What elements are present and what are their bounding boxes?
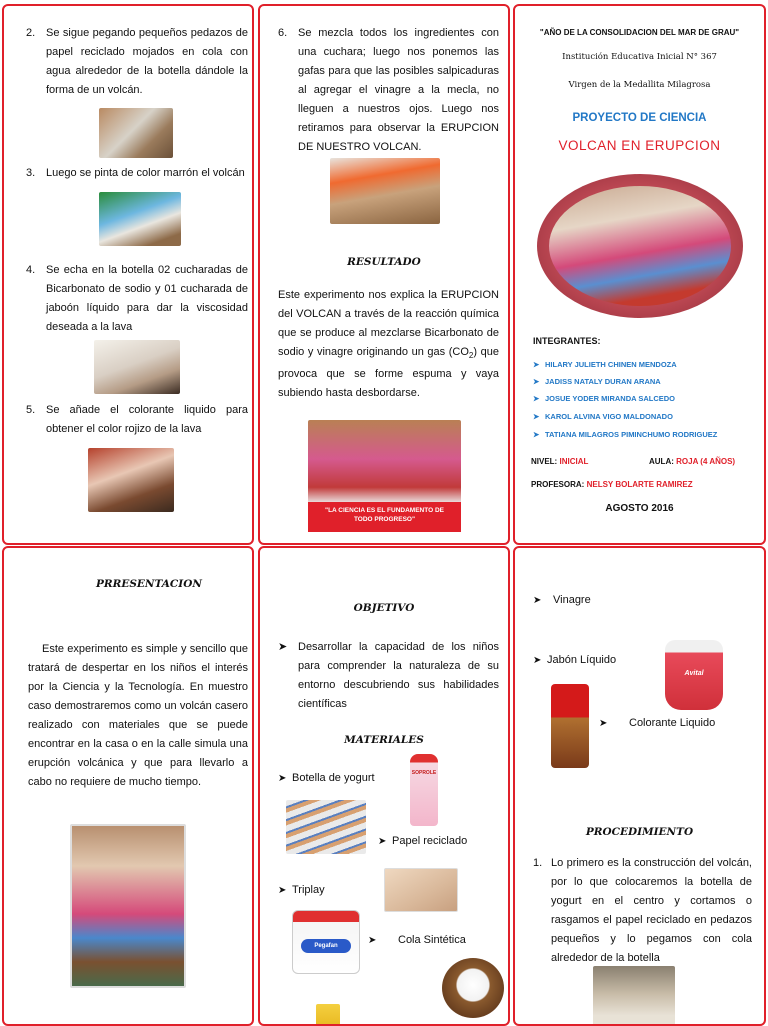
- photo-adding-colorant: [88, 448, 174, 512]
- photo-bottle-base: [593, 966, 675, 1026]
- material-5: ➤ Vinagre: [533, 594, 591, 606]
- objetivo-bullet-icon: ➤: [278, 641, 288, 653]
- materiales-title: MATERIALES: [344, 734, 424, 746]
- photo-class-with-volcano: [308, 420, 461, 532]
- panel-presentacion: [2, 546, 254, 1026]
- liquid-soap-image: [665, 640, 723, 710]
- plywood-image: [384, 868, 458, 912]
- resultado-title: RESULTADO: [347, 256, 421, 268]
- material-7: ➤ Colorante Liquido: [599, 717, 716, 729]
- step-2-number: 2.: [26, 27, 36, 39]
- step-4-text: Se echa en la botella 02 cucharadas de Bicarbonato de sodio y 01 cucharada de jaboón líquido para dar la viscosidad deseada a la lava: [46, 264, 248, 333]
- member-4: ➤ KAROL ALVINA VIGO MALDONADO: [533, 412, 673, 421]
- glue-jar-image: [292, 910, 360, 974]
- objetivo-title: OBJETIVO: [353, 602, 415, 614]
- step-3-text: Luego se pinta de color marrón el volcán: [46, 167, 245, 179]
- material-4: ➤ Cola Sintética: [368, 934, 466, 946]
- nivel-row: NIVEL: INICIAL: [531, 457, 589, 466]
- panel-cover: [513, 4, 766, 545]
- photo-papier-mache: [99, 108, 173, 158]
- aula-row: AULA: ROJA (4 AÑOS): [649, 457, 736, 466]
- procedimiento-title: PROCEDIMIENTO: [585, 826, 694, 838]
- project-title: VOLCAN EN ERUPCION: [558, 138, 721, 153]
- step-4-number: 4.: [26, 264, 36, 276]
- step-5-number: 5.: [26, 404, 36, 416]
- presentacion-title: PRRESENTACION: [96, 578, 202, 590]
- school-institution: Institución Educativa Inicial N° 367: [562, 52, 717, 62]
- partial-bottle-image: [316, 1004, 340, 1026]
- step-6-text: Se mezcla todos los ingredientes con una cuchara; luego nos ponemos las gafas para que las posibles salpicaduras al agregar el vinagre a la mecla, no lleguen a nuestros ojos. Luego nos retiramos para observar la ERUPCION DE NUESTRO VOLCAN.: [298, 27, 499, 153]
- photo-painting-volcano: [99, 192, 181, 246]
- material-3: ➤ Triplay: [278, 884, 325, 896]
- panel-steps-2-5: [2, 4, 254, 545]
- material-6: ➤ Jabón Líquido: [533, 654, 617, 666]
- integrantes-label: INTEGRANTES:: [533, 336, 601, 346]
- photo-caption: "LA CIENCIA ES EL FUNDAMENTO DE TODO PROGRESO": [308, 502, 461, 532]
- cover-photo-frame: [537, 174, 743, 318]
- yogurt-brand: SOPROLE: [411, 770, 437, 776]
- resultado-text: Este experimento nos explica la ERUPCION del VOLCAN a través de la reacción química que se produce al mezclarse Bicarbonato de sodio y vinagre originando un gas $(CO_2)$ que provoca que se forme espuma y vaya subiendo hasta desbordarse.: [278, 289, 499, 400]
- photo-adding-bicarbonate: [94, 340, 180, 394]
- colorant-bottle-image: [551, 684, 589, 768]
- yogurt-bottle-image: [410, 754, 438, 826]
- school-name: Virgen de la Medallita Milagrosa: [568, 80, 711, 90]
- year-motto: "AÑO DE LA CONSOLIDACION DEL MAR DE GRAU": [539, 28, 740, 37]
- member-2: ➤ JADISS NATALY DURAN ARANA: [533, 377, 661, 386]
- presentacion-text: Este experimento es simple y sencillo que tratará de despertar en los niños el interés por la Ciencia y la Tecnología. En muestro caso demostraremos como un volcán casero realizado con materiales que se puede encontrar en la casa o en la calle simula una erupción volcánica y que para llevarlo a cabo no requiere de mucho tiempo.: [28, 643, 248, 788]
- step-1-number: 1.: [533, 857, 543, 869]
- photo-eruption-mix: [330, 158, 440, 224]
- cover-photo: [549, 186, 731, 306]
- glue-brand: Pegafan: [301, 939, 351, 953]
- panel-materiales-procedimiento: [513, 546, 766, 1026]
- profesora-row: PROFESORA: NELSY BOLARTE RAMIREZ: [531, 480, 693, 489]
- photo-two-children: [70, 824, 186, 988]
- member-1: ➤ HILARY JULIETH CHINEN MENDOZA: [533, 360, 677, 369]
- step-2-text: Se sigue pegando pequeños pedazos de papel reciclado mojados en cola con agua alrededor de la botella dándole la forma de un volcán.: [46, 27, 248, 96]
- material-2: ➤ Papel reciclado: [378, 835, 468, 847]
- step-5-text: Se añade el colorante liquido para obtener el color rojizo de la lava: [46, 404, 248, 435]
- step-6-number: 6.: [278, 27, 288, 39]
- recycled-paper-image: [286, 800, 366, 854]
- date: AGOSTO 2016: [605, 503, 674, 514]
- panel-step-6-resultado: [258, 4, 510, 545]
- panel-objetivo-materiales: [258, 546, 510, 1026]
- soap-brand: Avital: [684, 670, 704, 677]
- objetivo-text: Desarrollar la capacidad de los niños para comprender la naturaleza de su entorno descubriendo sus habilidades científicas: [298, 641, 499, 710]
- member-5: ➤ TATIANA MILAGROS PIMINCHUMO RODRIGUEZ: [533, 430, 718, 439]
- project-label: PROYECTO DE CIENCIA: [572, 112, 707, 124]
- member-3: ➤ JOSUE YODER MIRANDA SALCEDO: [533, 394, 676, 403]
- material-1: ➤ Botella de yogurt: [278, 772, 375, 784]
- step-1-text: Lo primero es la construcción del volcán, por lo que colocaremos la botella de yogurt en el centro y cortamos o rasgamos el papel reciclado en pedazos pequeños y lo pegamos con cola alrededor de la botella: [551, 857, 752, 964]
- bicarbonate-bowl-image: [442, 958, 504, 1018]
- step-3-number: 3.: [26, 167, 36, 179]
